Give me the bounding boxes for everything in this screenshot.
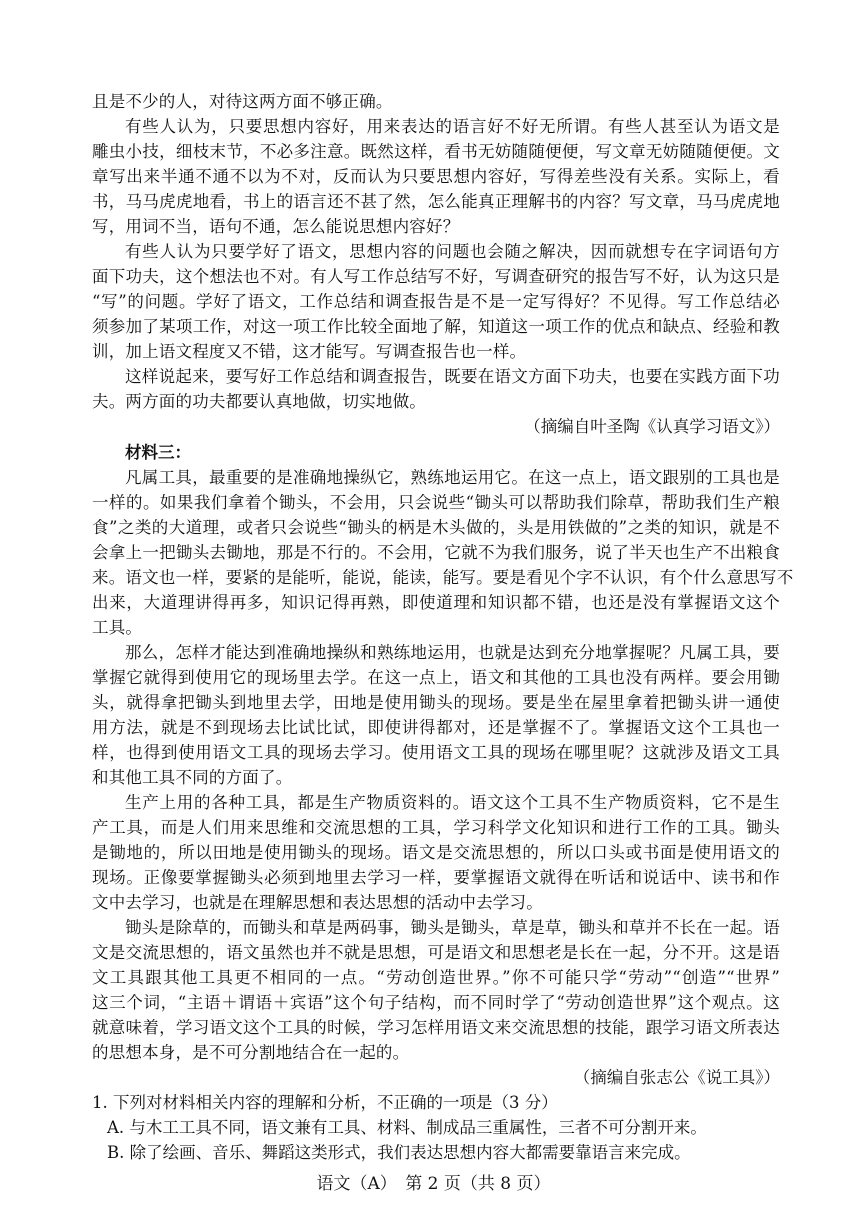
text-line: 写，用词不当，语句不通，怎么能说思想内容好？ [92, 217, 460, 236]
text-line: 那么，怎样才能达到准确地操纵和熟练地运用，也就是达到充分地掌握呢？凡属工具，要 [125, 643, 780, 662]
text-line: 出来，大道理讲得再多，知识记得再熟，即使道理和知识都不错，也还是没有掌握语文这个 [92, 593, 780, 612]
text-line: 凡属工具，最重要的是准确地操纵它，熟练地运用它。在这一点上，语文跟别的工具也是 [125, 468, 780, 487]
text-line: 有些人认为，只要思想内容好，用来表达的语言好不好无所谓。有些人甚至认为语文是 [125, 117, 780, 136]
text-line: 生产上用的各种工具，都是生产物质资料的。语文这个工具不生产物质资料，它不是生 [125, 793, 780, 812]
text-line: 文是交流思想的，语文虽然也并不就是思想，可是语文和思想老是长在一起，分不开。这是语 [92, 943, 780, 962]
option-b: B. 除了绘画、音乐、舞蹈这类形式，我们表达思想内容大都需要靠语言来完成。 [107, 1143, 691, 1162]
text-line: 食”之类的大道理，或者只会说些“锄头的柄是木头做的，头是用铁做的”之类的知识，就是不 [92, 518, 780, 537]
text-line: 面下功夫，这个想法也不对。有人写工作总结写不好，写调查研究的报告写不好，认为这只是 [92, 267, 780, 286]
text-line: 是锄地的，所以田地是使用锄头的现场。语文是交流思想的，所以口头或书面是使用语文的 [92, 843, 780, 862]
text-line: 和其他工具不同的方面了。 [92, 768, 293, 787]
text-line: 且是不少的人，对待这两方面不够正确。 [92, 92, 393, 111]
text-line: 头，就得拿把锄头到地里去学，田地是使用锄头的现场。要是坐在屋里拿着把锄头讲一通使 [92, 693, 780, 712]
text-line: 夫。两方面的功夫都要认真地做，切实地做。 [92, 392, 426, 411]
question-stem: 1. 下列对材料相关内容的理解和分析，不正确的一项是（3 分） [92, 1093, 558, 1112]
text-line: 有些人认为只要学好了语文，思想内容的问题也会随之解决，因而就想专在字词语句方 [125, 242, 780, 261]
text-line: 文中去学习，也就是在理解思想和表达思想的活动中去学习。 [92, 893, 543, 912]
text-line: 的思想本身，是不可分割地结合在一起的。 [92, 1043, 410, 1062]
text-line: 用方法，就是不到现场去比试比试，即使讲得都对，还是掌握不了。掌握语文这个工具也一 [92, 718, 780, 737]
text-line: 现场。正像要掌握锄头必须到地里去学习一样，要掌握语文就得在听话和说话中、读书和作 [92, 868, 780, 887]
text-line: 雕虫小技，细枝末节，不必多注意。既然这样，看书无妨随随便便，写文章无妨随随便便。文 [92, 142, 780, 161]
text-line: 文工具跟其他工具更不相同的一点。“劳动创造世界。”你不可能只学“劳动”“创造”“世界” [92, 968, 780, 987]
text-line: 一样的。如果我们拿着个锄头，不会用，只会说些“锄头可以帮助我们除草，帮助我们生产粮 [92, 493, 780, 512]
text-line: 掌握它就得到使用它的现场里去学。在这一点上，语文和其他的工具也没有两样。要会用锄 [92, 668, 780, 687]
source-attribution: （摘编自叶圣陶《认真学习语文》） [524, 417, 780, 436]
text-line: 章写出来半通不通不以为不对，反而认为只要思想内容好，写得差些没有关系。实际上，看 [92, 167, 780, 186]
page-footer: 语文（A） 第 2 页（共 8 页） [316, 1174, 551, 1194]
source-attribution: （摘编自张志公《说工具》） [573, 1068, 780, 1087]
text-line: 来。语文也一样，要紧的是能听，能说，能读，能写。要是看见个字不认识，有个什么意思写不 [92, 568, 794, 587]
text-line: “写”的问题。学好了语文，工作总结和调查报告是不是一定写得好？不见得。写工作总结必 [92, 292, 780, 311]
text-line: 这三个词，“主语＋谓语＋宾语”这个句子结构，而不同时学了“劳动创造世界”这个观点。这 [92, 993, 780, 1012]
text-line: 锄头是除草的，而锄头和草是两码事，锄头是锄头，草是草，锄头和草并不长在一起。语 [125, 918, 780, 937]
text-line: 会拿上一把锄头去锄地，那是不行的。不会用，它就不为我们服务，说了半天也生产不出粮食 [92, 543, 780, 562]
text-line: 训，加上语文程度又不错，这才能写。写调查报告也一样。 [92, 342, 527, 361]
text-line: 产工具，而是人们用来思维和交流思想的工具，学习科学文化知识和进行工作的工具。锄头 [92, 818, 780, 837]
text-line: 就意味着，学习语文这个工具的时候，学习怎样用语文来交流思想的技能，跟学习语文所表达 [92, 1018, 780, 1037]
text-line: 这样说起来，要写好工作总结和调查报告，既要在语文方面下功夫，也要在实践方面下功 [125, 367, 780, 386]
text-line: 工具。 [92, 618, 143, 637]
text-line: 须参加了某项工作，对这一项工作比较全面地了解，知道这一项工作的优点和缺点、经验和教 [92, 317, 780, 336]
text-line: 样，也得到使用语文工具的现场去学习。使用语文工具的现场在哪里呢？这就涉及语文工具 [92, 743, 780, 762]
text-line: 书，马马虎虎地看，书上的语言还不甚了然，怎么能真正理解书的内容？写文章，马马虎虎地 [92, 192, 780, 211]
option-a: A. 与木工工具不同，语文兼有工具、材料、制成品三重属性，三者不可分割开来。 [107, 1118, 707, 1137]
section-heading: 材料三： [125, 443, 191, 462]
